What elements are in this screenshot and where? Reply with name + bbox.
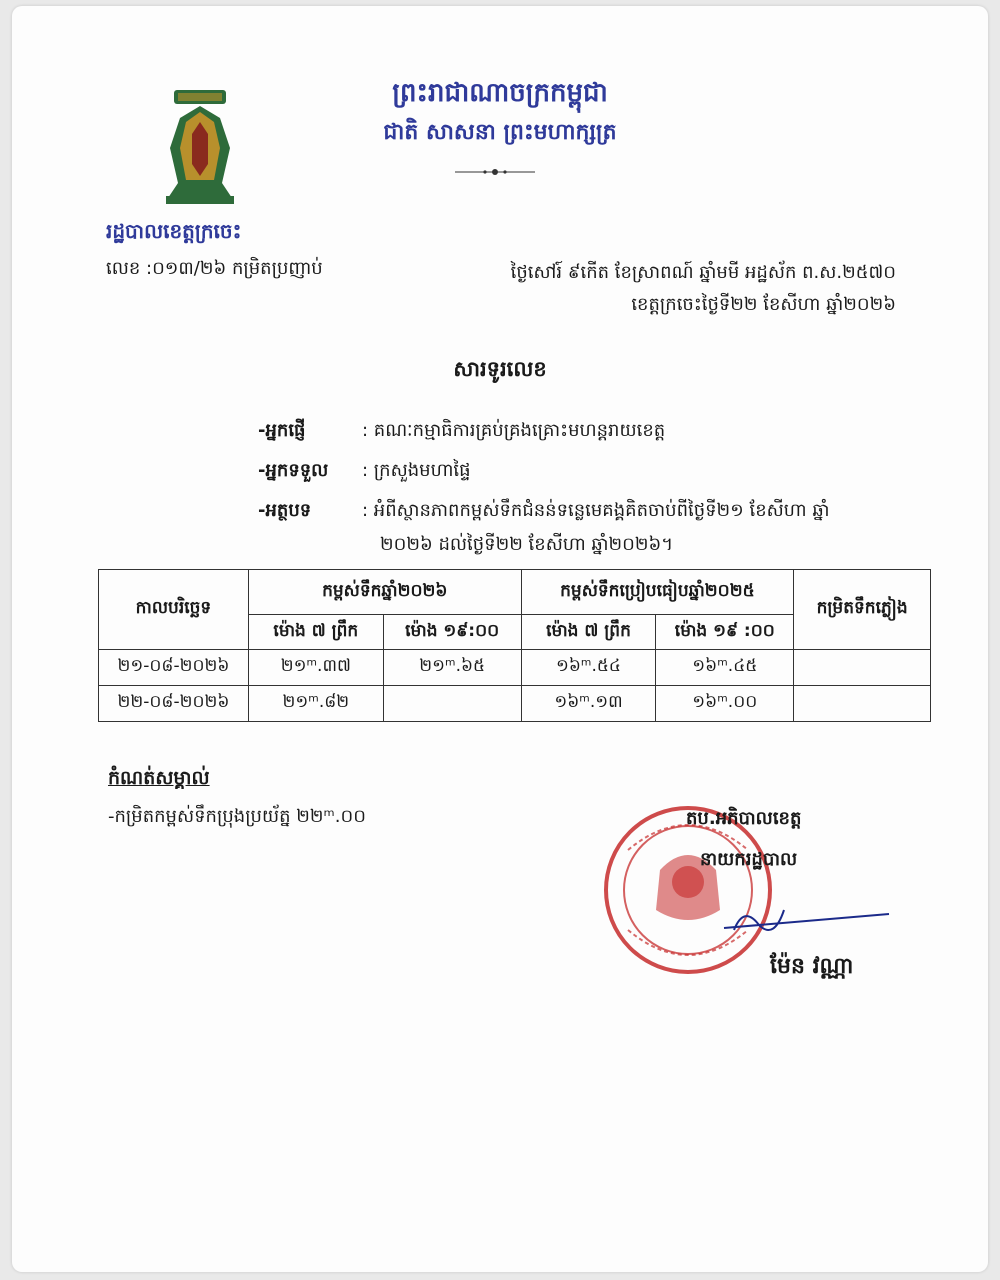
header-2026-19: ម៉ោង ១៩:០០ <box>383 615 521 650</box>
header-2025-7am: ម៉ោង ៧ ព្រឹក <box>521 615 656 650</box>
water-level-table <box>98 569 931 722</box>
header-date: កាលបរិច្ឆេទ <box>99 570 249 650</box>
reference-number: លេខ :០១៣/២៦ កម្រិតប្រញាប់ <box>106 258 323 279</box>
cell-2025-7am: ១៦ᵐ.៥៤ <box>521 650 656 686</box>
cell-date: ២២-០៨-២០២៦ <box>99 686 249 722</box>
cell-2026-19: ២១ᵐ.៦៥ <box>383 650 521 686</box>
solar-date: ខេត្តក្រចេះថ្ងៃទី២២ ខែសីហា ឆ្នាំ២០២៦ <box>631 294 896 315</box>
table-row <box>99 686 931 722</box>
cell-2025-19: ១៦ᵐ.៤៥ <box>656 650 794 686</box>
sender-value: : គណៈកម្មាធិការគ្រប់គ្រងគ្រោះមហន្តរាយខេត្ត <box>362 420 666 441</box>
notes-title: កំណត់សម្គាល់ <box>108 767 210 789</box>
signature-title-line1: តប.អភិបាលខេត្ត <box>686 808 802 829</box>
header-2025-19: ម៉ោង ១៩ :០០ <box>656 615 794 650</box>
issuing-authority: រដ្ឋបាលខេត្តក្រចេះ <box>106 219 242 243</box>
cell-2025-7am: ១៦ᵐ.១៣ <box>521 686 656 722</box>
receiver-value: : ក្រសួងមហាផ្ទៃ <box>362 460 471 481</box>
subject-label: -អត្ថបទ <box>258 500 312 521</box>
cell-2026-7am: ២១ᵐ.៨២ <box>248 686 383 722</box>
ornament-divider-icon <box>455 164 535 180</box>
lunar-date: ថ្ងៃសៅរ៍ ៩កើត ខែស្រាពណ៍ ឆ្នាំមមី អដ្ឋស័ក ព.ស.២៥៧០ <box>510 262 896 283</box>
signatory-name: ម៉ែន វណ្ណា <box>770 954 854 979</box>
cell-2025-19: ១៦ᵐ.០០ <box>656 686 794 722</box>
header-rainfall: កម្រិតទឹកភ្លៀង <box>794 570 931 650</box>
subject-value-line1: : អំពីស្ថានភាពកម្ពស់ទឹកជំនន់ទន្លេមេគង្គគិតចាប់ពីថ្ងៃទី២១ ខែសីហា ឆ្នាំ <box>362 500 830 521</box>
cell-date: ២១-០៨-២០២៦ <box>99 650 249 686</box>
sender-label: -អ្នកផ្ញើ <box>258 420 306 441</box>
header-group-2026: កម្ពស់ទឹកឆ្នាំ២០២៦ <box>248 570 521 615</box>
table-row <box>99 650 931 686</box>
national-motto: ជាតិ សាសនា ព្រះមហាក្សត្រ <box>383 120 617 145</box>
cell-rainfall <box>794 650 931 686</box>
cell-2026-19 <box>383 686 521 722</box>
cell-rainfall <box>794 686 931 722</box>
notes-item: -កម្រិតកម្ពស់ទឹកប្រុងប្រយ័ត្ន ២២ᵐ.០០ <box>108 806 366 827</box>
header-group-2025: កម្ពស់ទឹកប្រៀបធៀបឆ្នាំ២០២៥ <box>521 570 794 615</box>
receiver-label: -អ្នកទទួល <box>258 460 329 481</box>
header-2026-7am: ម៉ោង ៧ ព្រឹក <box>248 615 383 650</box>
kingdom-heading: ព្រះរាជាណាចក្រកម្ពុជា <box>392 78 608 108</box>
document-title: សារទូរលេខ <box>453 357 547 381</box>
cell-2026-7am: ២១ᵐ.៣៧ <box>248 650 383 686</box>
handwritten-signature-icon <box>664 900 894 940</box>
signature-title-line2: នាយករដ្ឋបាល <box>700 849 798 870</box>
subject-value-line2: ២០២៦ ដល់ថ្ងៃទី២២ ខែសីហា ឆ្នាំ២០២៦។ <box>380 534 674 555</box>
